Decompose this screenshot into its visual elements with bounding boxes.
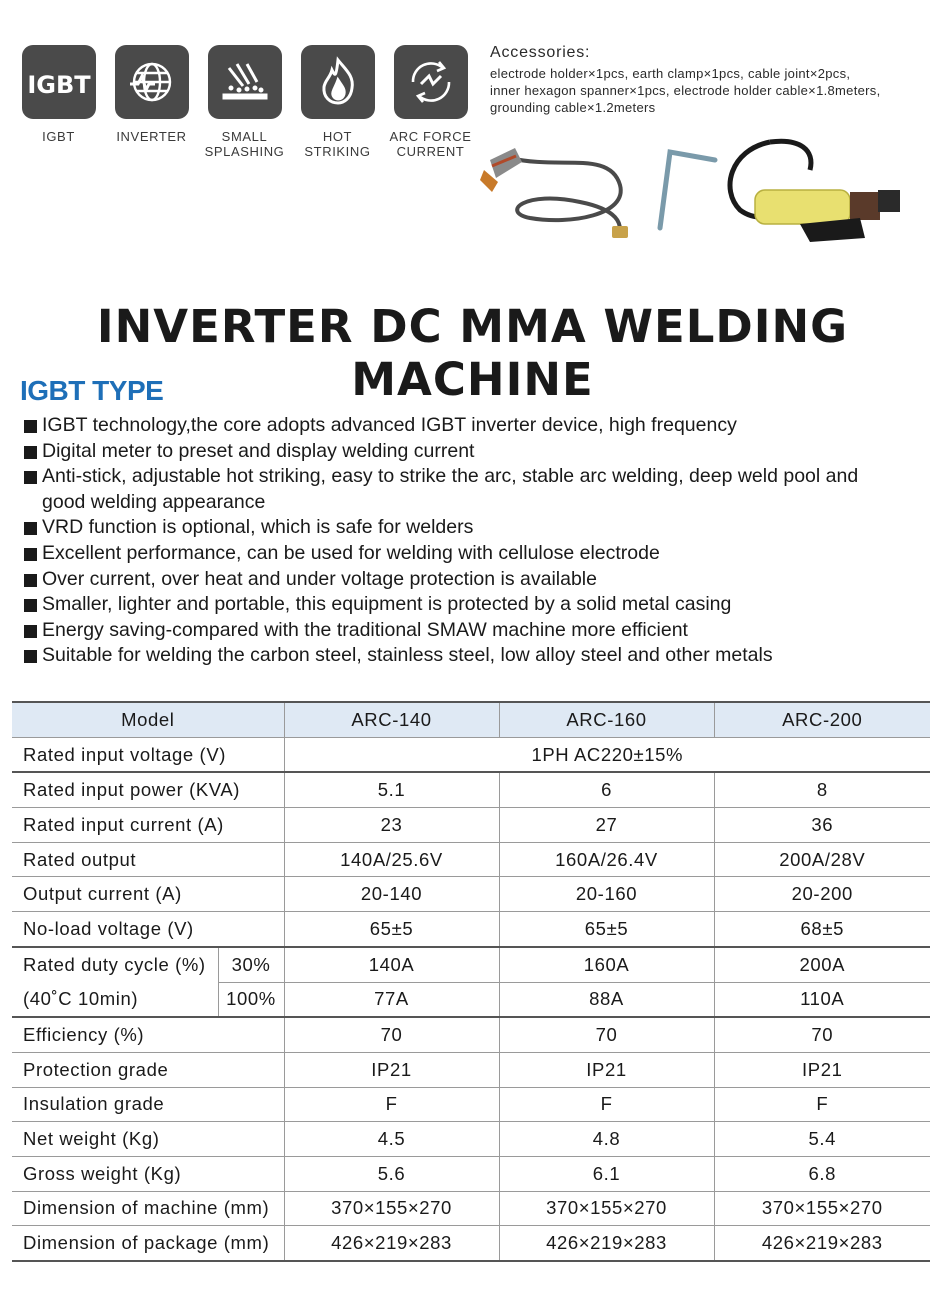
bullet-square-icon [24, 625, 37, 638]
bullet-square-icon [24, 471, 37, 484]
section-subtitle: IGBT TYPE [20, 375, 164, 406]
accessories [490, 44, 940, 116]
table-cell: 20-140 [284, 877, 499, 912]
list-item [22, 464, 932, 490]
bullet-text: good welding appearance [42, 490, 266, 513]
electrode-holder-image [730, 141, 900, 242]
earth-clamp-image [480, 148, 628, 238]
bullet-text: Digital meter to preset and display welding current [42, 439, 475, 462]
bullet-text: Smaller, lighter and portable, this equipment is protected by a solid metal casing [42, 593, 732, 616]
row-label: No-load voltage (V) [12, 912, 284, 947]
list-item [22, 541, 932, 567]
feature-hot-striking [291, 45, 384, 159]
feature-igbt [12, 45, 105, 159]
accessories-title: Accessories: [490, 44, 591, 61]
small-splashing-icon [208, 45, 282, 119]
bullet-square-icon [24, 420, 37, 433]
table-cell: 160A/26.4V [499, 842, 714, 877]
igbt-icon [22, 45, 96, 119]
table-cell: 65±5 [499, 912, 714, 947]
bullet-text: VRD function is optional, which is safe for welders [42, 516, 474, 539]
table-cell: 160A [499, 947, 714, 982]
row-label: Dimension of machine (mm) [12, 1191, 284, 1226]
accessories-photo [470, 130, 945, 250]
row-label: Insulation grade [12, 1087, 284, 1122]
table-cell: 426×219×283 [499, 1226, 714, 1261]
table-row [12, 1191, 930, 1226]
table-cell: 77A [284, 982, 499, 1017]
table-row [12, 1052, 930, 1087]
table-row [12, 772, 930, 807]
row-label: Net weight (Kg) [12, 1122, 284, 1157]
table-cell: 370×155×270 [499, 1191, 714, 1226]
table-cell: F [499, 1087, 714, 1122]
table-cell: F [284, 1087, 499, 1122]
feature-label: IGBT [42, 129, 75, 144]
table-cell: 140A [284, 947, 499, 982]
table-row [12, 982, 930, 1017]
row-label: Rated input current (A) [12, 808, 284, 843]
table-cell: 65±5 [284, 912, 499, 947]
feature-list [22, 413, 932, 669]
row-label: Rated input power (KVA) [12, 772, 284, 807]
bullet-text: IGBT technology,the core adopts advanced IGBT inverter device, high frequency [42, 414, 737, 436]
table-cell: 70 [284, 1017, 499, 1052]
feature-label: HOT STRIKING [304, 129, 371, 159]
table-row [12, 1122, 930, 1157]
table-cell: 200A [714, 947, 930, 982]
table-cell: 5.4 [714, 1122, 930, 1157]
row-label: Efficiency (%) [12, 1017, 284, 1052]
table-row [12, 1156, 930, 1191]
bullet-text: Over current, over heat and under voltage protection is available [42, 567, 597, 590]
table-cell: 8 [714, 772, 930, 807]
table-cell: 110A [714, 982, 930, 1017]
table-cell: 4.5 [284, 1122, 499, 1157]
table-header-row [12, 702, 930, 737]
table-header-cell: ARC-160 [499, 702, 714, 737]
feature-arc-force [384, 45, 477, 159]
table-cell: 23 [284, 808, 499, 843]
accessories-line: grounding cable×1.2meters [490, 100, 656, 115]
hex-spanner-image [660, 152, 715, 228]
table-row [12, 947, 930, 982]
table-row [12, 737, 930, 772]
list-item [22, 413, 932, 439]
row-label: Rated output [12, 842, 284, 877]
row-label: Rated duty cycle (%) [12, 947, 218, 982]
feature-label: INVERTER [116, 129, 187, 144]
bullet-text: Anti-stick, adjustable hot striking, easy to strike the arc, stable arc welding, deep weld pool and [42, 465, 859, 488]
table-row [12, 1087, 930, 1122]
table-row [12, 877, 930, 912]
row-label: Output current (A) [12, 877, 284, 912]
list-item [22, 592, 932, 618]
table-cell: 20-160 [499, 877, 714, 912]
table-cell: 70 [499, 1017, 714, 1052]
table-row [12, 808, 930, 843]
table-row [12, 912, 930, 947]
list-item [22, 567, 932, 593]
table-row [12, 1017, 930, 1052]
list-item [22, 618, 932, 644]
feature-small-splashing [198, 45, 291, 159]
table-cell: 4.8 [499, 1122, 714, 1157]
table-cell: F [714, 1087, 930, 1122]
list-item-continuation [22, 490, 932, 516]
table-cell: 30% [218, 947, 284, 982]
bullet-square-icon [24, 650, 37, 663]
feature-label: SMALL SPLASHING [204, 129, 285, 159]
list-item [22, 643, 932, 669]
table-row [12, 842, 930, 877]
bullet-square-icon [24, 522, 37, 535]
igbt-icon-text: IGBT [26, 71, 91, 99]
row-label: Gross weight (Kg) [12, 1156, 284, 1191]
accessories-line: inner hexagon spanner×1pcs, electrode holder cable×1.8meters, [490, 83, 881, 98]
table-cell: IP21 [499, 1052, 714, 1087]
flame-icon [301, 45, 375, 119]
table-cell: 140A/25.6V [284, 842, 499, 877]
table-cell: 426×219×283 [714, 1226, 930, 1261]
bullet-square-icon [24, 574, 37, 587]
list-item [22, 515, 932, 541]
table-cell: 370×155×270 [714, 1191, 930, 1226]
spec-table [12, 701, 930, 1262]
list-item [22, 439, 932, 465]
bullet-text: Suitable for welding the carbon steel, stainless steel, low alloy steel and other metals [42, 644, 773, 667]
table-cell: 6.8 [714, 1156, 930, 1191]
feature-icons [12, 45, 477, 159]
bullet-square-icon [24, 599, 37, 612]
table-cell: 200A/28V [714, 842, 930, 877]
inverter-globe-icon [115, 45, 189, 119]
row-label: (40˚C 10min) [12, 982, 218, 1017]
bullet-text: Excellent performance, can be used for welding with cellulose electrode [42, 541, 660, 564]
table-cell: 5.1 [284, 772, 499, 807]
table-cell: 27 [499, 808, 714, 843]
table-cell: 20-200 [714, 877, 930, 912]
bullet-square-icon [24, 548, 37, 561]
table-cell: 5.6 [284, 1156, 499, 1191]
table-cell: 68±5 [714, 912, 930, 947]
arc-force-current-icon [394, 45, 468, 119]
table-cell: 100% [218, 982, 284, 1017]
table-header-cell: ARC-200 [714, 702, 930, 737]
bullet-square-icon [24, 446, 37, 459]
feature-label: ARC FORCE CURRENT [389, 129, 472, 159]
table-cell: 426×219×283 [284, 1226, 499, 1261]
bullet-text: Energy saving-compared with the traditional SMAW machine more efficient [42, 618, 688, 641]
page-title: INVERTER DC MMA WELDING MACHINE [96, 300, 849, 406]
row-label: Protection grade [12, 1052, 284, 1087]
table-cell: 6.1 [499, 1156, 714, 1191]
table-cell: 88A [499, 982, 714, 1017]
row-label: Dimension of package (mm) [12, 1226, 284, 1261]
table-cell: 1PH AC220±15% [284, 737, 930, 772]
table-row [12, 1226, 930, 1261]
row-label: Rated input voltage (V) [12, 737, 284, 772]
table-cell: 36 [714, 808, 930, 843]
table-header-cell: ARC-140 [284, 702, 499, 737]
table-cell: IP21 [284, 1052, 499, 1087]
accessories-line: electrode holder×1pcs, earth clamp×1pcs, cable joint×2pcs, [490, 66, 851, 81]
table-cell: 370×155×270 [284, 1191, 499, 1226]
table-header-cell: Model [12, 702, 284, 737]
feature-inverter [105, 45, 198, 159]
table-cell: IP21 [714, 1052, 930, 1087]
table-cell: 6 [499, 772, 714, 807]
table-cell: 70 [714, 1017, 930, 1052]
